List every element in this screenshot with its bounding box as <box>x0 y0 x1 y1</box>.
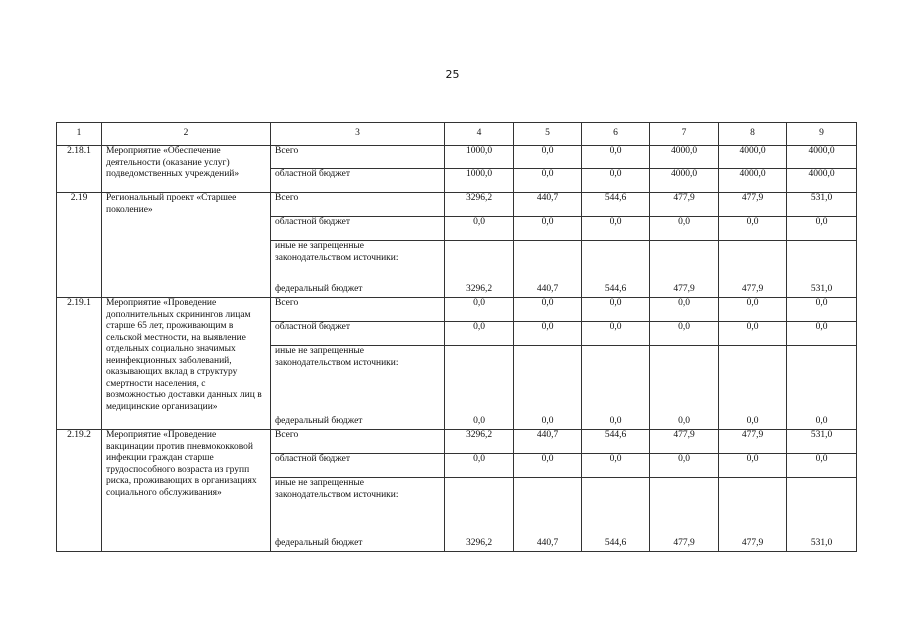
funding-source-note: иные не запрещенные законодательством источники: <box>275 346 399 368</box>
value-cell: 477,9 <box>719 430 787 454</box>
value-cell: 477,9 <box>719 478 787 552</box>
value-cell: 544,6 <box>582 478 650 552</box>
value-cell: 4000,0 <box>787 169 857 193</box>
value-cell: 0,0 <box>582 322 650 346</box>
funding-source-label: федеральный бюджет <box>275 283 363 294</box>
value-cell: 544,6 <box>582 241 650 298</box>
funding-source-note: иные не запрещенные законодательством источники: <box>275 478 399 500</box>
table-row <box>57 146 857 169</box>
value-cell: 477,9 <box>650 241 719 298</box>
funding-source: областной бюджет <box>271 217 445 241</box>
value-cell: 0,0 <box>650 217 719 241</box>
value-cell: 0,0 <box>445 298 514 322</box>
value-cell: 0,0 <box>582 146 650 169</box>
value-cell: 0,0 <box>445 346 514 430</box>
value-cell: 477,9 <box>650 193 719 217</box>
column-header: 8 <box>719 123 787 146</box>
funding-source: областной бюджет <box>271 322 445 346</box>
value-cell: 0,0 <box>582 298 650 322</box>
value-cell: 0,0 <box>514 217 582 241</box>
value-cell: 531,0 <box>787 478 857 552</box>
value-cell: 0,0 <box>582 454 650 478</box>
item-name: Мероприятие «Проведение дополнительных скринингов лицам старше 65 лет, проживающим в сельской местности, на выявление отдельных социально значимых неинфекционных заболеваний, оказывающих вклад в структуру смертности населения, с возможностью доставки данных лиц в медицинские организации» <box>102 298 271 430</box>
value-cell: 440,7 <box>514 430 582 454</box>
value-cell: 4000,0 <box>650 169 719 193</box>
value-cell: 0,0 <box>514 454 582 478</box>
budget-table <box>56 122 857 552</box>
table-body <box>57 123 857 552</box>
column-header: 6 <box>582 123 650 146</box>
value-cell: 0,0 <box>719 346 787 430</box>
value-cell: 531,0 <box>787 193 857 217</box>
item-code: 2.19 <box>57 193 102 298</box>
column-header: 4 <box>445 123 514 146</box>
value-cell: 544,6 <box>582 430 650 454</box>
value-cell: 0,0 <box>787 454 857 478</box>
value-cell: 0,0 <box>514 169 582 193</box>
item-code: 2.19.1 <box>57 298 102 430</box>
column-header: 7 <box>650 123 719 146</box>
value-cell: 0,0 <box>719 454 787 478</box>
value-cell: 3296,2 <box>445 193 514 217</box>
column-header: 3 <box>271 123 445 146</box>
column-header: 9 <box>787 123 857 146</box>
value-cell: 0,0 <box>582 346 650 430</box>
column-header: 2 <box>102 123 271 146</box>
funding-source <box>271 241 445 298</box>
value-cell: 477,9 <box>650 478 719 552</box>
value-cell: 4000,0 <box>719 146 787 169</box>
funding-source: областной бюджет <box>271 454 445 478</box>
value-cell: 0,0 <box>514 298 582 322</box>
item-name: Мероприятие «Проведение вакцинации против пневмококковой инфекции граждан старше трудоспособного возраста из групп риска, проживающих в организациях социального обслуживания» <box>102 430 271 552</box>
value-cell: 440,7 <box>514 241 582 298</box>
item-name: Региональный проект «Старшее поколение» <box>102 193 271 298</box>
funding-source: областной бюджет <box>271 169 445 193</box>
value-cell: 0,0 <box>650 454 719 478</box>
item-name: Мероприятие «Обеспечение деятельности (оказание услуг) подведомственных учреждений» <box>102 146 271 193</box>
value-cell: 544,6 <box>582 193 650 217</box>
value-cell: 477,9 <box>719 193 787 217</box>
funding-source: Всего <box>271 298 445 322</box>
value-cell: 0,0 <box>650 322 719 346</box>
table-row <box>57 430 857 454</box>
item-code: 2.19.2 <box>57 430 102 552</box>
item-code: 2.18.1 <box>57 146 102 193</box>
table-row <box>57 193 857 217</box>
value-cell: 440,7 <box>514 193 582 217</box>
value-cell: 0,0 <box>445 217 514 241</box>
funding-source <box>271 478 445 552</box>
value-cell: 0,0 <box>445 322 514 346</box>
page-number: 25 <box>445 68 460 81</box>
value-cell: 0,0 <box>582 217 650 241</box>
value-cell: 0,0 <box>445 454 514 478</box>
value-cell: 0,0 <box>787 217 857 241</box>
value-cell: 477,9 <box>719 241 787 298</box>
value-cell: 531,0 <box>787 241 857 298</box>
funding-source-label: федеральный бюджет <box>275 415 363 426</box>
header-row <box>57 123 857 146</box>
table-row <box>57 298 857 322</box>
funding-source: Всего <box>271 193 445 217</box>
value-cell: 0,0 <box>650 346 719 430</box>
value-cell: 0,0 <box>650 298 719 322</box>
funding-source-note: иные не запрещенные законодательством источники: <box>275 241 399 263</box>
value-cell: 0,0 <box>787 346 857 430</box>
value-cell: 531,0 <box>787 430 857 454</box>
value-cell: 4000,0 <box>719 169 787 193</box>
column-header: 5 <box>514 123 582 146</box>
value-cell: 0,0 <box>719 298 787 322</box>
funding-source: Всего <box>271 146 445 169</box>
value-cell: 4000,0 <box>787 146 857 169</box>
funding-source <box>271 346 445 430</box>
value-cell: 0,0 <box>787 322 857 346</box>
value-cell: 3296,2 <box>445 430 514 454</box>
value-cell: 0,0 <box>719 217 787 241</box>
value-cell: 4000,0 <box>650 146 719 169</box>
funding-source: Всего <box>271 430 445 454</box>
value-cell: 0,0 <box>582 169 650 193</box>
value-cell: 440,7 <box>514 478 582 552</box>
value-cell: 0,0 <box>719 322 787 346</box>
value-cell: 1000,0 <box>445 169 514 193</box>
value-cell: 0,0 <box>514 146 582 169</box>
value-cell: 0,0 <box>514 322 582 346</box>
column-header: 1 <box>57 123 102 146</box>
funding-source-label: федеральный бюджет <box>275 537 363 548</box>
value-cell: 3296,2 <box>445 241 514 298</box>
value-cell: 0,0 <box>787 298 857 322</box>
value-cell: 3296,2 <box>445 478 514 552</box>
value-cell: 477,9 <box>650 430 719 454</box>
value-cell: 1000,0 <box>445 146 514 169</box>
value-cell: 0,0 <box>514 346 582 430</box>
